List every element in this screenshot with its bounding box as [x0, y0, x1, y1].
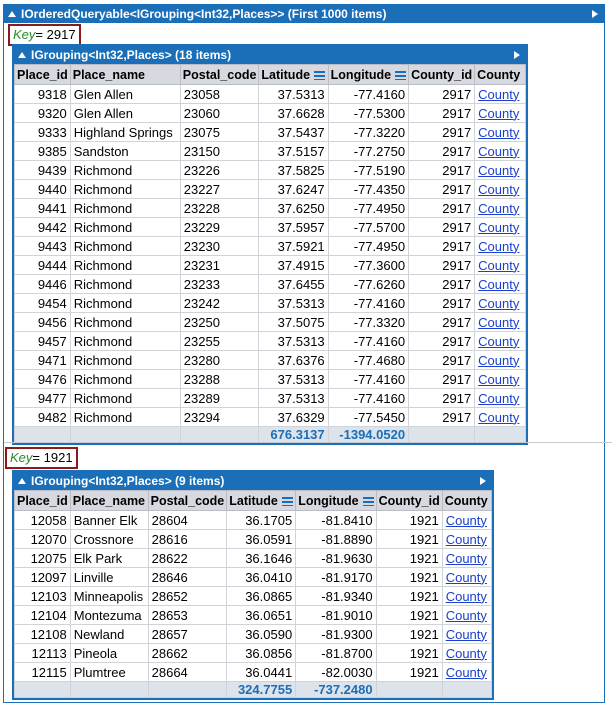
totals-cell [148, 682, 227, 698]
column-header-label: Latitude [229, 493, 278, 508]
table-cell: 23228 [180, 199, 259, 218]
table-cell: 2917 [409, 256, 475, 275]
table-cell: 2917 [409, 180, 475, 199]
table-cell: -77.3320 [328, 313, 408, 332]
table-cell: 9446 [15, 275, 71, 294]
table-cell: Richmond [70, 237, 180, 256]
totals-cell: -1394.0520 [328, 427, 408, 443]
table-row [15, 123, 526, 142]
table-row [15, 625, 492, 644]
table-cell: 37.6376 [259, 351, 328, 370]
key-label: Key [10, 450, 33, 465]
county-link[interactable]: County [475, 199, 526, 218]
table-cell: 37.6455 [259, 275, 328, 294]
table-cell: Pineola [70, 644, 148, 663]
table-row [15, 351, 526, 370]
table-cell: 28653 [148, 606, 227, 625]
totals-cell [442, 682, 491, 698]
county-link[interactable]: County [475, 180, 526, 199]
table-cell: 9476 [15, 370, 71, 389]
table-cell: -81.9630 [296, 549, 376, 568]
table-cell: 28646 [148, 568, 227, 587]
column-header[interactable] [409, 65, 475, 85]
table-row [15, 606, 492, 625]
totals-cell: 676.3137 [259, 427, 328, 443]
table-cell: 2917 [409, 199, 475, 218]
collapse-icon[interactable] [18, 478, 26, 484]
table-cell: 37.5313 [259, 85, 328, 104]
table-cell: -81.8410 [296, 511, 376, 530]
table-cell: 37.5825 [259, 161, 328, 180]
table-cell: 12113 [15, 644, 71, 663]
table-cell: 2917 [409, 161, 475, 180]
county-link[interactable]: County [442, 644, 491, 663]
table-cell: -77.4160 [328, 389, 408, 408]
table-cell: 9440 [15, 180, 71, 199]
table-cell: 23227 [180, 180, 259, 199]
column-header[interactable] [15, 65, 71, 85]
column-header-label: Place_id [17, 67, 68, 82]
table-cell: 1921 [376, 625, 442, 644]
table-cell: 37.6329 [259, 408, 328, 427]
table-cell: -77.4350 [328, 180, 408, 199]
table-cell: -77.5700 [328, 218, 408, 237]
table-cell: 23058 [180, 85, 259, 104]
table-cell: 37.5313 [259, 389, 328, 408]
group-title: IGrouping<Int32,Places> (9 items) [31, 474, 225, 488]
collapse-icon[interactable] [8, 11, 16, 17]
column-header-label: Longitude [298, 493, 359, 508]
table-row [15, 256, 526, 275]
table-row [15, 663, 492, 682]
table-cell: -77.4160 [328, 85, 408, 104]
table-cell: -81.9170 [296, 568, 376, 587]
county-link[interactable]: County [475, 294, 526, 313]
table-row [15, 549, 492, 568]
column-header[interactable] [70, 491, 148, 511]
column-header-label: Place_name [72, 493, 146, 508]
county-link[interactable]: County [475, 104, 526, 123]
table-cell: -81.9300 [296, 625, 376, 644]
expand-icon[interactable] [514, 51, 520, 59]
table-cell: -77.5190 [328, 161, 408, 180]
table-cell: 28662 [148, 644, 227, 663]
table-cell: 1921 [376, 511, 442, 530]
table-cell: 28622 [148, 549, 227, 568]
column-header[interactable] [15, 491, 71, 511]
table-cell: 1921 [376, 606, 442, 625]
table-cell: 36.0856 [227, 644, 296, 663]
table-cell: 36.0590 [227, 625, 296, 644]
group-key-box: Key= 1921 [5, 447, 78, 469]
county-link[interactable]: County [475, 351, 526, 370]
table-cell: 12108 [15, 625, 71, 644]
table-cell: 2917 [409, 294, 475, 313]
table-cell: -81.8890 [296, 530, 376, 549]
column-header-label: County [477, 67, 521, 82]
column-header[interactable] [328, 65, 408, 85]
table-cell: 2917 [409, 370, 475, 389]
table-cell: Sandston [70, 142, 180, 161]
table-cell: 23060 [180, 104, 259, 123]
table-cell: Glen Allen [70, 85, 180, 104]
data-table [14, 64, 526, 443]
table-cell: Richmond [70, 351, 180, 370]
table-cell: Richmond [70, 332, 180, 351]
table-cell: 12070 [15, 530, 71, 549]
county-link[interactable]: County [475, 389, 526, 408]
table-cell: -77.3600 [328, 256, 408, 275]
table-row [15, 199, 526, 218]
totals-cell [15, 682, 71, 698]
table-cell: 23229 [180, 218, 259, 237]
table-cell: -77.5300 [328, 104, 408, 123]
table-cell: Richmond [70, 199, 180, 218]
group-key-box: Key= 2917 [8, 24, 81, 46]
table-row [15, 644, 492, 663]
table-cell: -77.5450 [328, 408, 408, 427]
table-cell: 36.0591 [227, 530, 296, 549]
table-cell: Newland [70, 625, 148, 644]
table-cell: 37.6250 [259, 199, 328, 218]
table-cell: -81.9010 [296, 606, 376, 625]
county-link[interactable]: County [442, 587, 491, 606]
menu-icon[interactable] [395, 71, 406, 80]
totals-cell [15, 427, 71, 443]
table-cell: 9444 [15, 256, 71, 275]
table-cell: 2917 [409, 313, 475, 332]
county-link[interactable]: County [442, 606, 491, 625]
table-cell: 2917 [409, 237, 475, 256]
table-cell: 37.5437 [259, 123, 328, 142]
group-title-bar[interactable] [14, 46, 526, 64]
column-header-label: Postal_code [182, 67, 257, 82]
table-cell: 9333 [15, 123, 71, 142]
table-cell: 23150 [180, 142, 259, 161]
table-row [15, 530, 492, 549]
table-cell: Minneapolis [70, 587, 148, 606]
table-row [15, 568, 492, 587]
totals-cell [180, 427, 259, 443]
table-cell: -77.2750 [328, 142, 408, 161]
table-cell: Linville [70, 568, 148, 587]
table-cell: Richmond [70, 256, 180, 275]
table-row [15, 275, 526, 294]
table-cell: 28657 [148, 625, 227, 644]
county-link[interactable]: County [475, 142, 526, 161]
totals-row [15, 682, 492, 698]
table-cell: 23075 [180, 123, 259, 142]
table-cell: -77.6260 [328, 275, 408, 294]
table-cell: 23233 [180, 275, 259, 294]
table-row [15, 180, 526, 199]
county-link[interactable]: County [475, 85, 526, 104]
table-cell: -77.4950 [328, 199, 408, 218]
data-table [14, 490, 492, 698]
county-link[interactable]: County [442, 663, 491, 682]
outer-title-bar[interactable] [4, 5, 604, 23]
table-row [15, 294, 526, 313]
column-header[interactable] [148, 491, 227, 511]
table-cell: 23230 [180, 237, 259, 256]
table-cell: 9439 [15, 161, 71, 180]
table-cell: 36.1646 [227, 549, 296, 568]
table-cell: 9385 [15, 142, 71, 161]
table-cell: 2917 [409, 408, 475, 427]
key-label: Key [13, 27, 36, 42]
table-cell: 12104 [15, 606, 71, 625]
table-cell: 9477 [15, 389, 71, 408]
table-cell: 12058 [15, 511, 71, 530]
table-cell: Plumtree [70, 663, 148, 682]
collapse-icon[interactable] [18, 52, 26, 58]
table-cell: 2917 [409, 142, 475, 161]
table-cell: Richmond [70, 408, 180, 427]
table-cell: Richmond [70, 275, 180, 294]
table-cell: 36.0651 [227, 606, 296, 625]
table-cell: 2917 [409, 104, 475, 123]
column-header-label: Postal_code [150, 493, 225, 508]
table-cell: 9456 [15, 313, 71, 332]
county-link[interactable]: County [475, 256, 526, 275]
table-row [15, 408, 526, 427]
county-link[interactable]: County [475, 161, 526, 180]
table-row [15, 313, 526, 332]
menu-icon[interactable] [282, 497, 293, 506]
table-cell: -81.8700 [296, 644, 376, 663]
county-link[interactable]: County [442, 568, 491, 587]
table-cell: -77.4160 [328, 332, 408, 351]
table-cell: -82.0030 [296, 663, 376, 682]
column-header[interactable] [180, 65, 259, 85]
table-cell: 1921 [376, 663, 442, 682]
table-cell: 23242 [180, 294, 259, 313]
totals-cell [475, 427, 526, 443]
column-header-label: Latitude [261, 67, 311, 82]
table-cell: 9442 [15, 218, 71, 237]
table-cell: -77.4950 [328, 237, 408, 256]
county-link[interactable]: County [475, 370, 526, 389]
table-cell: -81.9340 [296, 587, 376, 606]
table-cell: 28616 [148, 530, 227, 549]
column-header[interactable] [227, 491, 296, 511]
table-cell: 2917 [409, 332, 475, 351]
table-cell: 23255 [180, 332, 259, 351]
table-row [15, 85, 526, 104]
header-row [15, 65, 526, 85]
group-divider [4, 442, 612, 443]
column-header-label: County [444, 493, 488, 508]
county-link[interactable]: County [442, 530, 491, 549]
table-cell: 9318 [15, 85, 71, 104]
totals-cell [70, 682, 148, 698]
totals-cell: 324.7755 [227, 682, 296, 698]
table-cell: 36.0441 [227, 663, 296, 682]
table-cell: 37.5157 [259, 142, 328, 161]
county-link[interactable]: County [442, 625, 491, 644]
table-cell: 28604 [148, 511, 227, 530]
county-link[interactable]: County [475, 408, 526, 427]
table-cell: Richmond [70, 161, 180, 180]
column-header-label: Longitude [330, 67, 392, 82]
table-row [15, 142, 526, 161]
table-cell: 2917 [409, 275, 475, 294]
table-cell: 2917 [409, 85, 475, 104]
key-value: 2917 [46, 27, 76, 42]
table-cell: 36.1705 [227, 511, 296, 530]
table-cell: 9471 [15, 351, 71, 370]
column-header-label: Place_name [72, 67, 146, 82]
table-cell: 37.6247 [259, 180, 328, 199]
table-cell: 23226 [180, 161, 259, 180]
table-cell: 28664 [148, 663, 227, 682]
table-cell: 12115 [15, 663, 71, 682]
table-cell: -77.3220 [328, 123, 408, 142]
table-cell: 12075 [15, 549, 71, 568]
table-cell: 9441 [15, 199, 71, 218]
table-cell: 37.5313 [259, 294, 328, 313]
key-value: 1921 [43, 450, 73, 465]
totals-cell [70, 427, 180, 443]
table-cell: Glen Allen [70, 104, 180, 123]
county-link[interactable]: County [475, 313, 526, 332]
menu-icon[interactable] [314, 71, 325, 80]
table-cell: Crossnore [70, 530, 148, 549]
expand-icon[interactable] [480, 477, 486, 485]
table-cell: 23294 [180, 408, 259, 427]
table-cell: Richmond [70, 180, 180, 199]
county-link[interactable]: County [442, 511, 491, 530]
table-cell: Montezuma [70, 606, 148, 625]
table-row [15, 389, 526, 408]
table-cell: 23280 [180, 351, 259, 370]
table-cell: 37.4915 [259, 256, 328, 275]
table-cell: 37.5313 [259, 370, 328, 389]
column-header[interactable] [70, 65, 180, 85]
expand-icon[interactable] [592, 10, 598, 18]
table-cell: 1921 [376, 587, 442, 606]
table-row [15, 370, 526, 389]
column-header[interactable] [442, 491, 491, 511]
table-row [15, 218, 526, 237]
table-cell: 9443 [15, 237, 71, 256]
totals-row [15, 427, 526, 443]
table-cell: 9482 [15, 408, 71, 427]
table-cell: -77.4680 [328, 351, 408, 370]
table-cell: Richmond [70, 294, 180, 313]
table-cell: Highland Springs [70, 123, 180, 142]
column-header-label: County_id [411, 67, 473, 82]
totals-cell [376, 682, 442, 698]
table-cell: Banner Elk [70, 511, 148, 530]
table-cell: 2917 [409, 218, 475, 237]
table-cell: 28652 [148, 587, 227, 606]
county-link[interactable]: County [475, 275, 526, 294]
column-header[interactable] [475, 65, 526, 85]
table-row [15, 104, 526, 123]
table-cell: 9454 [15, 294, 71, 313]
table-cell: 23250 [180, 313, 259, 332]
table-cell: Elk Park [70, 549, 148, 568]
table-cell: 1921 [376, 644, 442, 663]
county-link[interactable]: County [475, 123, 526, 142]
column-header[interactable] [296, 491, 376, 511]
group-table-panel [12, 470, 494, 700]
table-cell: Richmond [70, 218, 180, 237]
totals-cell [409, 427, 475, 443]
table-cell: Richmond [70, 389, 180, 408]
table-cell: 9320 [15, 104, 71, 123]
header-row [15, 491, 492, 511]
table-row [15, 511, 492, 530]
table-cell: 2917 [409, 389, 475, 408]
county-link[interactable]: County [475, 218, 526, 237]
column-header[interactable] [376, 491, 442, 511]
table-cell: 23289 [180, 389, 259, 408]
table-cell: 1921 [376, 549, 442, 568]
table-cell: 1921 [376, 568, 442, 587]
table-cell: -77.4160 [328, 294, 408, 313]
column-header[interactable] [259, 65, 328, 85]
table-cell: 36.0865 [227, 587, 296, 606]
table-cell: 37.5921 [259, 237, 328, 256]
totals-cell: -737.2480 [296, 682, 376, 698]
table-row [15, 332, 526, 351]
table-cell: 1921 [376, 530, 442, 549]
table-cell: 37.5313 [259, 332, 328, 351]
table-cell: 23231 [180, 256, 259, 275]
table-row [15, 587, 492, 606]
table-cell: -77.4160 [328, 370, 408, 389]
outer-title: IOrderedQueryable<IGrouping<Int32,Places>> (First 1000 items) [21, 7, 387, 21]
table-cell: 2917 [409, 123, 475, 142]
table-cell: 12097 [15, 568, 71, 587]
table-cell: Richmond [70, 313, 180, 332]
group-table-panel [12, 44, 528, 445]
table-cell: 37.6628 [259, 104, 328, 123]
column-header-label: Place_id [17, 493, 68, 508]
table-cell: 23288 [180, 370, 259, 389]
county-link[interactable]: County [475, 237, 526, 256]
menu-icon[interactable] [363, 497, 374, 506]
county-link[interactable]: County [475, 332, 526, 351]
table-cell: 9457 [15, 332, 71, 351]
column-header-label: County_id [378, 493, 440, 508]
county-link[interactable]: County [442, 549, 491, 568]
group-title-bar[interactable] [14, 472, 492, 490]
table-cell: 36.0410 [227, 568, 296, 587]
table-row [15, 161, 526, 180]
table-cell: Richmond [70, 370, 180, 389]
table-row [15, 237, 526, 256]
table-cell: 37.5957 [259, 218, 328, 237]
group-title: IGrouping<Int32,Places> (18 items) [31, 48, 232, 62]
table-cell: 2917 [409, 351, 475, 370]
table-cell: 12103 [15, 587, 71, 606]
table-cell: 37.5075 [259, 313, 328, 332]
